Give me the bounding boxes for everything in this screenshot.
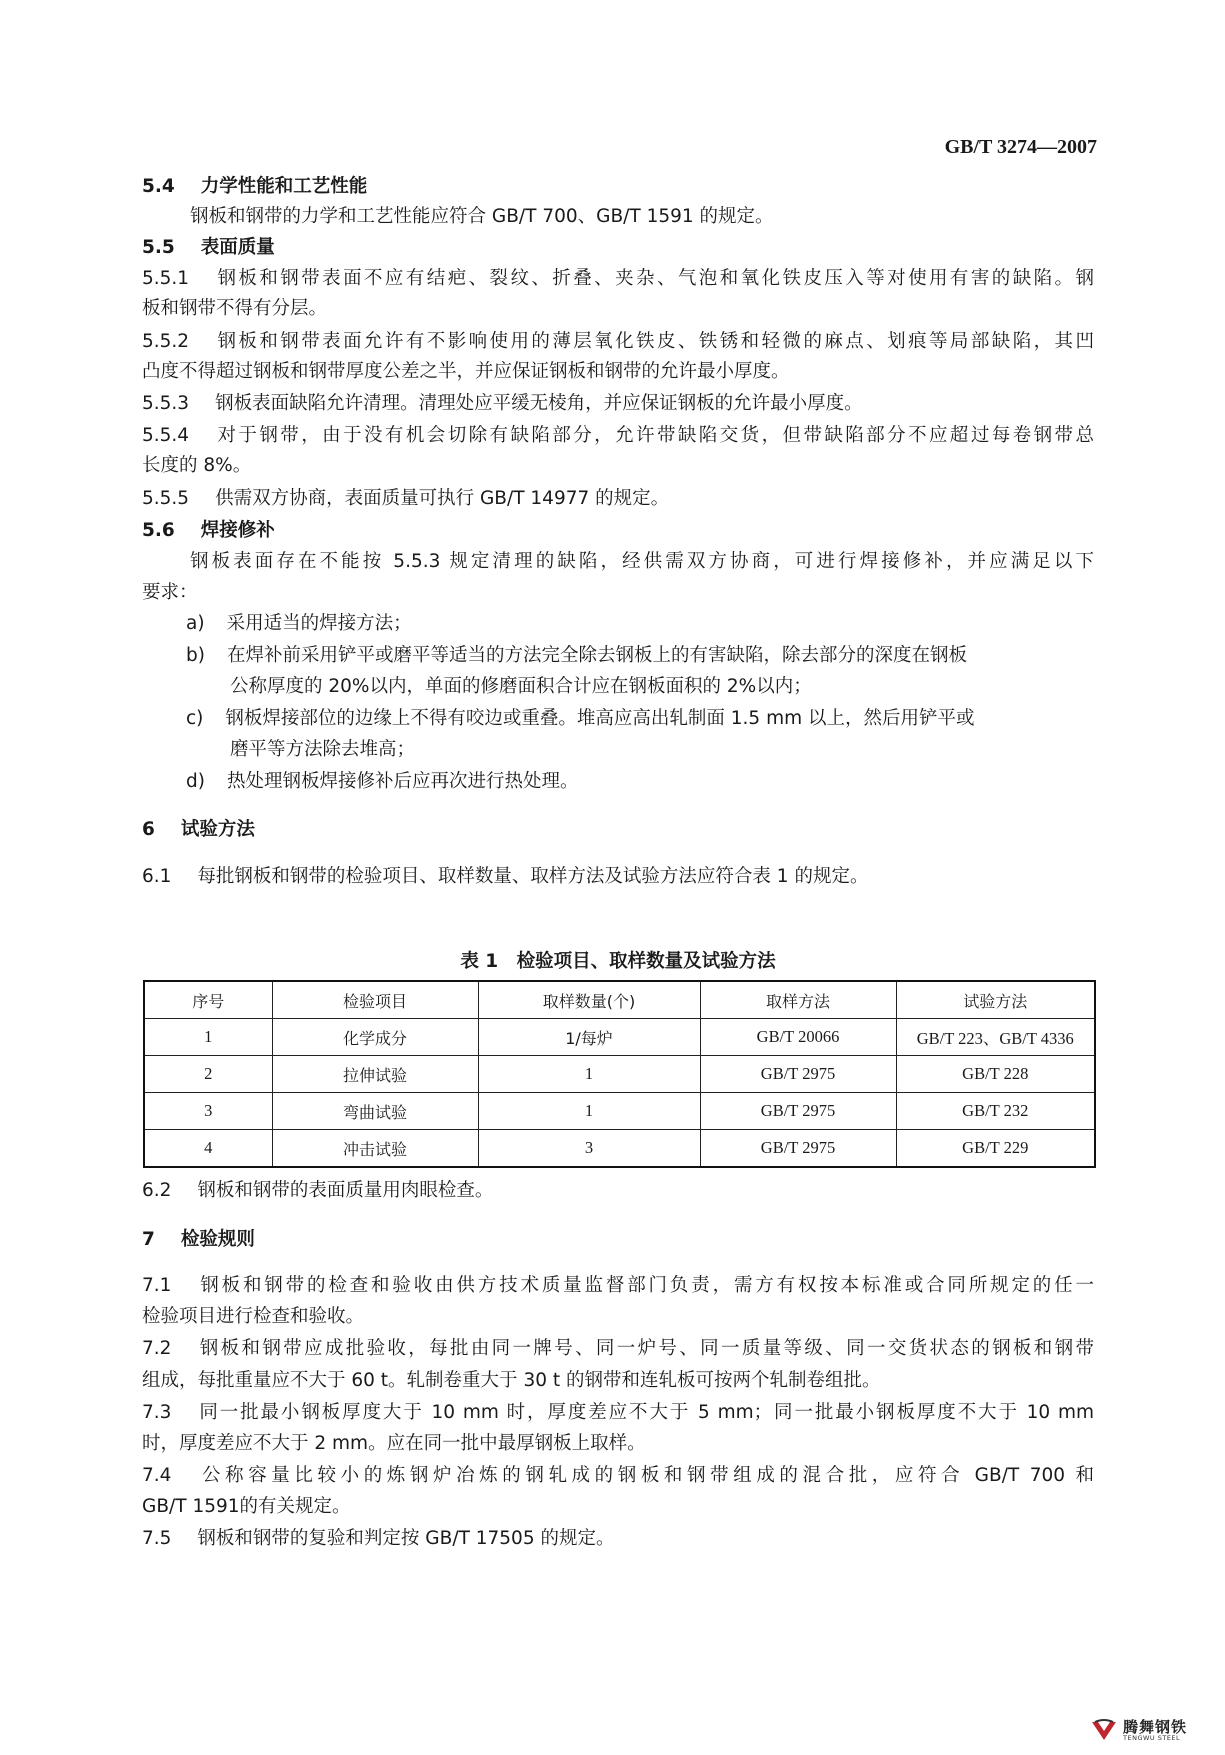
inspection-table (143, 980, 1096, 1168)
section-heading-5-5: 5.5 表面质量 (142, 237, 275, 258)
table-header-row (144, 981, 1095, 1019)
table-cell: GB/T 232 (896, 1093, 1095, 1130)
logo-cn-text: 腾舞钢铁 (1123, 1718, 1188, 1737)
header-cell: 取样数量(个) (478, 981, 700, 1019)
section-heading-5-4: 5.4 力学性能和工艺性能 (142, 176, 368, 197)
clause-7-1-line-1: 7.1 钢板和钢带的检查和验收由供方技术质量监督部门负责，需方有权按本标准或合同所规定的任一 (142, 1275, 1094, 1296)
table-cell: 1 (144, 1019, 272, 1056)
clause-7-1-line-2: 检验项目进行检查和验收。 (142, 1306, 365, 1327)
table-cell: GB/T 20066 (700, 1019, 896, 1056)
tengwu-logo (1089, 1715, 1207, 1747)
header-cell: 取样方法 (700, 981, 896, 1019)
logo-en-text: TENGWU STEEL (1123, 1734, 1181, 1743)
clause-7-2-line-1: 7.2 钢板和钢带应成批验收，每批由同一牌号、同一炉号、同一质量等级、同一交货状态的钢板和钢带 (142, 1338, 1094, 1359)
table-cell: GB/T 223、GB/T 4336 (896, 1019, 1095, 1056)
clause-5-5-2-line-2: 凸度不得超过钢板和钢带厚度公差之半，并应保证钢板和钢带的允许最小厚度。 (142, 361, 790, 382)
header-cell: 检验项目 (272, 981, 478, 1019)
clause-5-5-2-line-1: 5.5.2 钢板和钢带表面允许有不影响使用的薄层氧化铁皮、铁锈和轻微的麻点、划痕等局部缺陷，其凹 (142, 331, 1094, 352)
table-cell: 拉伸试验 (272, 1056, 478, 1093)
clause-6-1: 6.1 每批钢板和钢带的检验项目、取样数量、取样方法及试验方法应符合表 1 的规定。 (142, 866, 869, 887)
list-item-c-line-2: 磨平等方法除去堆高； (230, 739, 416, 760)
clause-6-2: 6.2 钢板和钢带的表面质量用肉眼检查。 (142, 1180, 494, 1201)
section-5-6-intro-line-1: 钢板表面存在不能按 5.5.3 规定清理的缺陷，经供需双方协商，可进行焊接修补，并应满足以下 (190, 551, 1094, 572)
list-item-c-line-1: c) 钢板焊接部位的边缘上不得有咬边或重叠。堆高应高出轧制面 1.5 mm 以上，然后用铲平或 (186, 708, 975, 729)
clause-5-5-3: 5.5.3 钢板表面缺陷允许清理。清理处应平缓无棱角，并应保证钢板的允许最小厚度。 (142, 393, 863, 414)
table-row (144, 1093, 1095, 1130)
clause-5-5-1-line-1: 5.5.1 钢板和钢带表面不应有结疤、裂纹、折叠、夹杂、气泡和氧化铁皮压入等对使用有害的缺陷。钢 (142, 268, 1094, 289)
table-row (144, 1056, 1095, 1093)
table-cell: 2 (144, 1056, 272, 1093)
clause-5-5-4-line-1: 5.5.4 对于钢带，由于没有机会切除有缺陷部分，允许带缺陷交货，但带缺陷部分不应超过每卷钢带总 (142, 425, 1094, 446)
clause-7-4-line-2: GB/T 1591的有关规定。 (142, 1496, 351, 1517)
clause-7-3-line-1: 7.3 同一批最小钢板厚度大于 10 mm 时，厚度差应不大于 5 mm；同一批最小钢板厚度不大于 10 mm (142, 1402, 1094, 1423)
table-cell: 3 (144, 1093, 272, 1130)
section-5-6-intro-line-2: 要求： (142, 582, 198, 603)
chapter-heading-7: 7 检验规则 (142, 1229, 255, 1250)
table-row (144, 1130, 1095, 1168)
table-cell: 1 (478, 1093, 700, 1130)
clause-7-3-line-2: 时，厚度差应不大于 2 mm。应在同一批中最厚钢板上取样。 (142, 1433, 646, 1454)
list-item-d: d) 热处理钢板焊接修补后应再次进行热处理。 (186, 771, 579, 792)
table-cell: GB/T 2975 (700, 1056, 896, 1093)
table-cell: GB/T 2975 (700, 1093, 896, 1130)
section-heading-5-6: 5.6 焊接修补 (142, 520, 275, 541)
list-item-b-line-2: 公称厚度的 20%以内，单面的修磨面积合计应在钢板面积的 2%以内； (230, 676, 812, 697)
table-cell: GB/T 2975 (700, 1130, 896, 1168)
standard-code: GB/T 3274—2007 (944, 136, 1097, 158)
list-item-a: a) 采用适当的焊接方法； (186, 613, 412, 634)
clause-5-5-1-line-2: 板和钢带不得有分层。 (142, 298, 328, 319)
table-cell: 3 (478, 1130, 700, 1168)
clause-7-5: 7.5 钢板和钢带的复验和判定按 GB/T 17505 的规定。 (142, 1528, 615, 1549)
header-cell: 序号 (144, 981, 272, 1019)
table-cell: 化学成分 (272, 1019, 478, 1056)
table-row (144, 1019, 1095, 1056)
clause-5-5-5: 5.5.5 供需双方协商，表面质量可执行 GB/T 14977 的规定。 (142, 488, 670, 509)
table-title: 表 1 检验项目、取样数量及试验方法 (460, 951, 776, 972)
section-5-4-body: 钢板和钢带的力学和工艺性能应符合 GB/T 700、GB/T 1591 的规定。 (190, 206, 774, 227)
tengwu-logo-icon (1089, 1718, 1119, 1744)
clause-7-4-line-1: 7.4 公称容量比较小的炼钢炉冶炼的钢轧成的钢板和钢带组成的混合批，应符合 GB/T 700 和 (142, 1465, 1094, 1486)
clause-5-5-4-line-2: 长度的 8%。 (142, 455, 252, 476)
header-cell: 试验方法 (896, 981, 1095, 1019)
table-cell: 弯曲试验 (272, 1093, 478, 1130)
table-cell: GB/T 228 (896, 1056, 1095, 1093)
table-cell: 1/每炉 (478, 1019, 700, 1056)
table-cell: 1 (478, 1056, 700, 1093)
chapter-heading-6: 6 试验方法 (142, 819, 255, 840)
list-item-b-line-1: b) 在焊补前采用铲平或磨平等适当的方法完全除去钢板上的有害缺陷，除去部分的深度在钢板 (186, 645, 967, 666)
table-cell: GB/T 229 (896, 1130, 1095, 1168)
clause-7-2-line-2: 组成，每批重量应不大于 60 t。轧制卷重大于 30 t 的钢带和连轧板可按两个轧制卷组批。 (142, 1370, 881, 1391)
table-cell: 4 (144, 1130, 272, 1168)
table-cell: 冲击试验 (272, 1130, 478, 1168)
